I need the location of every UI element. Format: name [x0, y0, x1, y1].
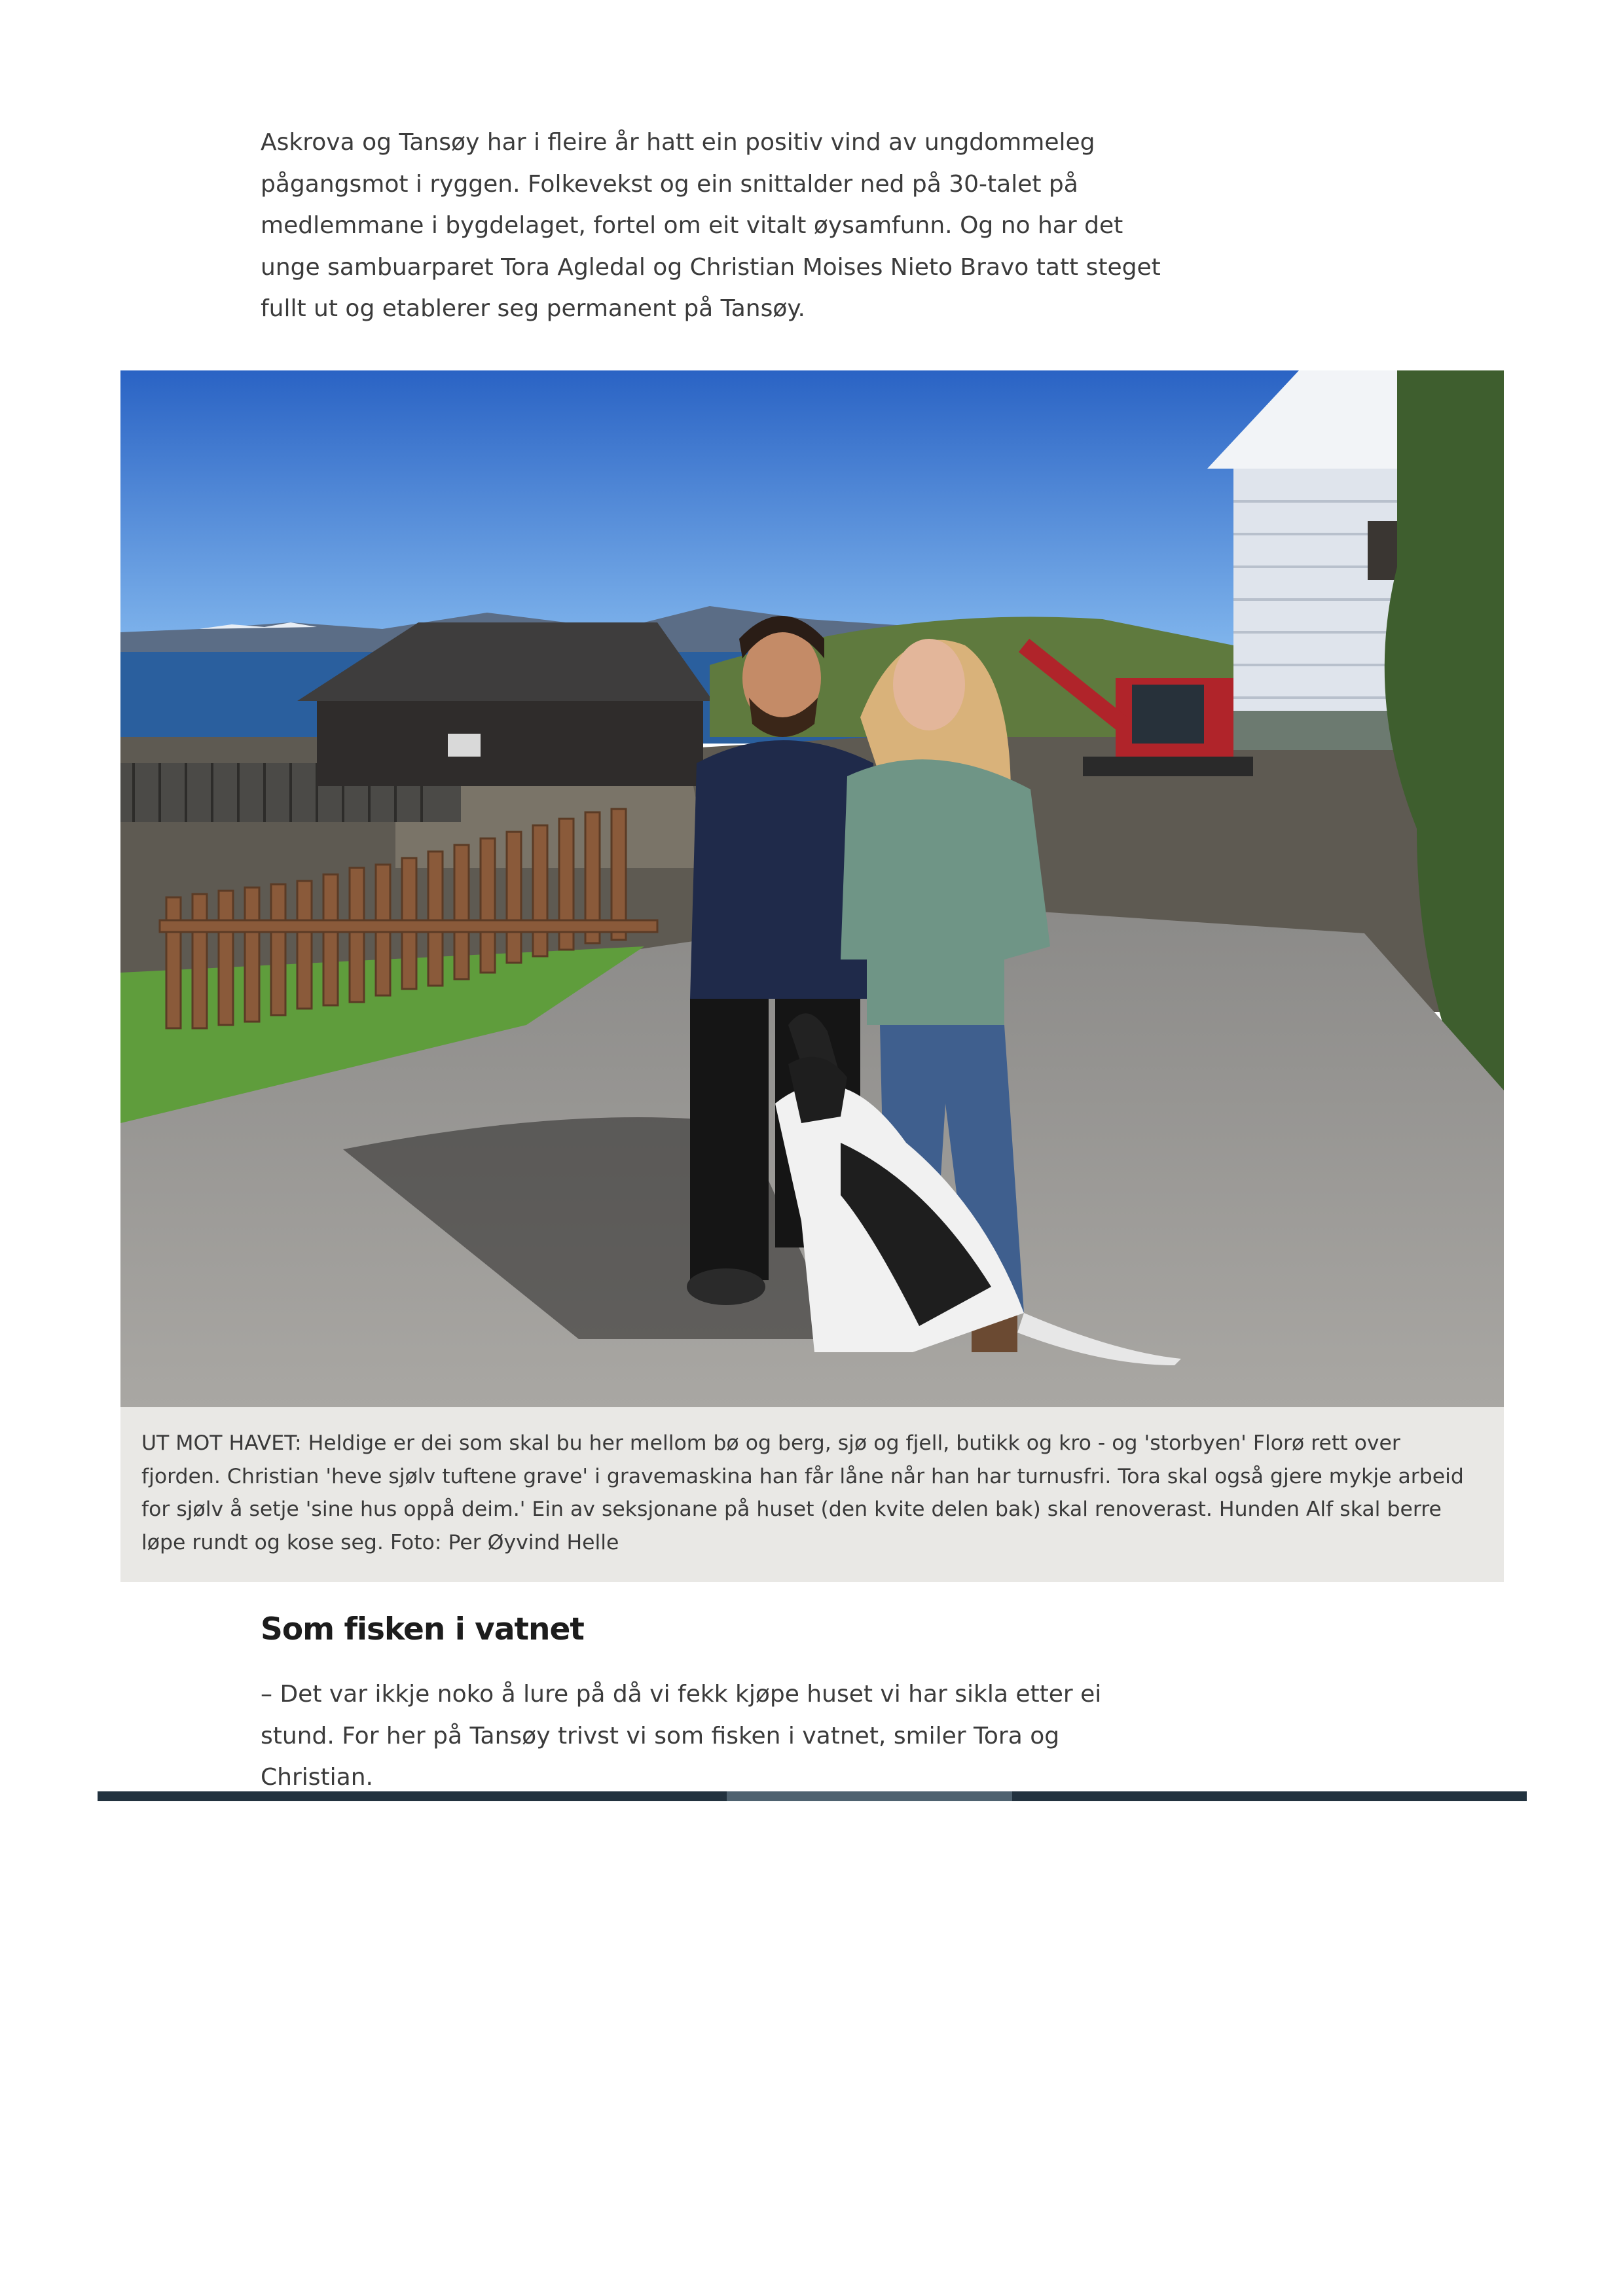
- reading-progress-bar: [98, 1791, 1527, 1801]
- intro-paragraph: Askrova og Tansøy har i fleire år hatt ein positiv vind av ungdommeleg pågangsmot i ryggen. Folkevekst og ein snittalder ned på 30-talet på medlemmane i bygdelaget, fortel om eit vitalt øysamfunn. Og no har det unge sambuarparet Tora Agledal og Christian Moises Nieto Bravo tatt steget fullt ut og etablerer seg permanent på Tansøy.: [261, 129, 1161, 322]
- photo-caption-box: [120, 1407, 1504, 1582]
- section-heading: Som fisken i vatnet: [261, 1611, 584, 1647]
- section-paragraph: – Det var ikkje noko å lure på då vi fekk kjøpe huset vi har sikla etter ei stund. For her på Tansøy trivst vi som fisken i vatnet, smiler Tora og Christian.: [261, 1681, 1102, 1791]
- reading-progress-fill: [727, 1791, 1013, 1801]
- article-photo: [120, 370, 1504, 1407]
- photo-caption: UT MOT HAVET: Heldige er dei som skal bu her mellom bø og berg, sjø og fjell, butikk og kro - og 'storbyen' Florø rett over fjorden. Christian 'heve sjølv tuftene grave' i gravemaskina han får låne når han har turnusfri. Tora skal også gjere mykje arbeid for sjølv å setje 'sine hus oppå deim.' Ein av seksjonane på huset (den kvite delen bak) skal renoverast. Hunden Alf skal berre løpe rundt og kose seg. Foto: Per Øyvind Helle: [141, 1431, 1464, 1554]
- photo-illustration: [120, 370, 1504, 1407]
